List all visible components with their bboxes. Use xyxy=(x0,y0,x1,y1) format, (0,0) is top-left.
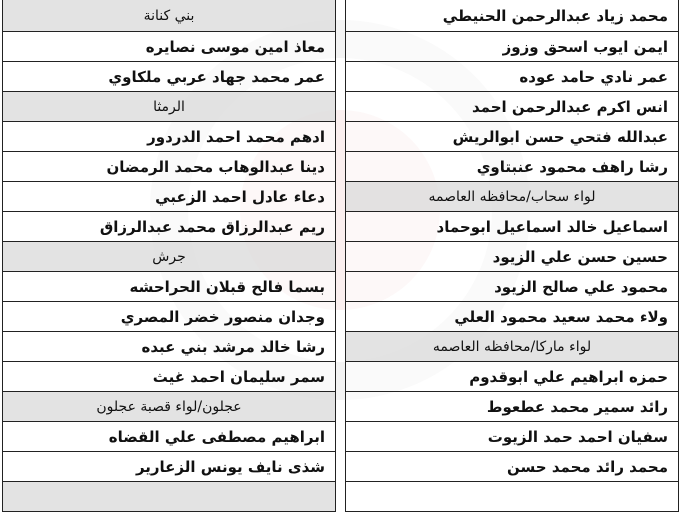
name-row: عمر نادي حامد عوده xyxy=(346,62,678,92)
name-row: حمزه ابراهيم علي ابوقدوم xyxy=(346,362,678,392)
name-row: رشا خالد مرشد بني عبده xyxy=(3,332,335,362)
name-row: ايمن ايوب اسحق وزوز xyxy=(346,32,678,62)
name-row: حسين حسن علي الزيود xyxy=(346,242,678,272)
name-row: رائد سمير محمد عطعوط xyxy=(346,392,678,422)
name-row: محمد زياد عبدالرحمن الحنيطي xyxy=(346,0,678,32)
section-header: لواء ماركا/محافظه العاصمه xyxy=(346,332,678,362)
section-header: لواء سحاب/محافظه العاصمه xyxy=(346,182,678,212)
section-header xyxy=(3,482,335,512)
name-row: ادهم محمد احمد الدردور xyxy=(3,122,335,152)
right-name-column xyxy=(345,0,679,512)
name-row: معاذ امين موسى نصايره xyxy=(3,32,335,62)
name-row: ريم عبدالرزاق محمد عبدالرزاق xyxy=(3,212,335,242)
name-row: ولاء محمد سعيد محمود العلي xyxy=(346,302,678,332)
name-row: انس اكرم عبدالرحمن احمد xyxy=(346,92,678,122)
name-row: دعاء عادل احمد الزعبي xyxy=(3,182,335,212)
name-row xyxy=(346,482,678,512)
name-row: اسماعيل خالد اسماعيل ابوحماد xyxy=(346,212,678,242)
name-row: سفيان احمد حمد الزيوت xyxy=(346,422,678,452)
section-header: عجلون/لواء قصبة عجلون xyxy=(3,392,335,422)
name-row: سمر سليمان احمد غيث xyxy=(3,362,335,392)
left-name-column xyxy=(2,0,336,512)
name-row: دينا عبدالوهاب محمد الرمضان xyxy=(3,152,335,182)
name-row: رشا راهف محمود عنبتاوي xyxy=(346,152,678,182)
name-row: بسما فالح قبلان الحراحشه xyxy=(3,272,335,302)
name-row: شذى نايف يونس الزعارير xyxy=(3,452,335,482)
name-row: عبدالله فتحي حسن ابوالريش xyxy=(346,122,678,152)
name-row: محمد رائد محمد حسن xyxy=(346,452,678,482)
name-row: ابراهيم مصطفى علي القضاه xyxy=(3,422,335,452)
section-header: جرش xyxy=(3,242,335,272)
name-row: محمود علي صالح الزيود xyxy=(346,272,678,302)
name-row: عمر محمد جهاد عربي ملكاوي xyxy=(3,62,335,92)
section-header: الرمثا xyxy=(3,92,335,122)
name-row: وجدان منصور خضر المصري xyxy=(3,302,335,332)
section-header: بني كنانة xyxy=(3,0,335,32)
